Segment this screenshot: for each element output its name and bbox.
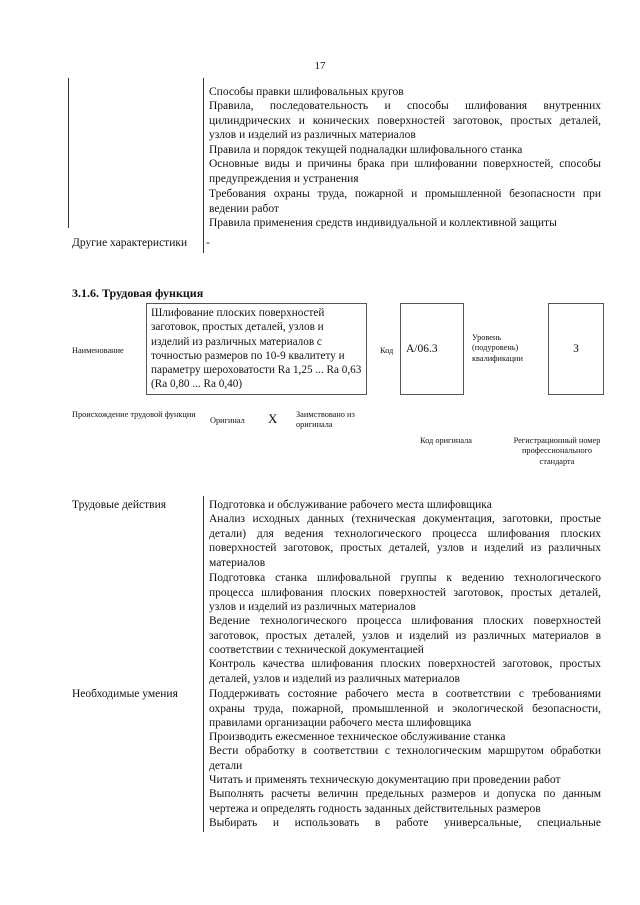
list-item: Ведение технологического процесса шлифования плоских поверхностей заготовок, простых деталей, узлов и изделий из различных материалов в соответствии с технической документацией <box>209 615 601 657</box>
code-label: Код <box>380 346 394 355</box>
level-label: Уровень (подуровень) квалификации <box>472 333 523 363</box>
code-value: А/06.3 <box>406 343 438 355</box>
other-characteristics-label: Другие характеристики <box>72 237 188 249</box>
list-item: Читать и применять техническую документацию при проведении работ <box>209 774 561 786</box>
list-item: Способы правки шлифовальных кругов <box>209 86 404 98</box>
page-number: 17 <box>314 60 326 72</box>
level-value: 3 <box>573 343 579 355</box>
list-item: Производить ежесменное техническое обслуживание станка <box>209 731 506 743</box>
skills-label: Необходимые умения <box>72 688 178 700</box>
list-item: Поддерживать состояние рабочего места в соответствии с требованиями охраны труда, пожарной, промышленной и экологической безопасности, правилами организации рабочего места шлифовщика <box>209 688 601 730</box>
original-label: Оригинал <box>210 416 245 425</box>
list-item: Выполнять расчеты величин предельных размеров и допуска по данным чертежа и определять годность заданных действительных размеров <box>209 788 601 815</box>
list-item: Основные виды и причины брака при шлифовании поверхностей, способы предупреждения и устранения <box>209 158 601 185</box>
other-characteristics-value: - <box>206 237 210 249</box>
code-original-label: Код оригинала <box>420 436 472 445</box>
table-left-border <box>68 78 69 228</box>
list-item: Анализ исходных данных (техническая документация, заготовки, простые детали) для ведения технологического процесса шлифования плоских поверхностей заготовок, простых деталей, узлов и изделий из различных материалов <box>209 513 601 569</box>
table-column-divider <box>203 78 204 253</box>
labor-actions-label: Трудовые действия <box>72 499 167 511</box>
origin-label: Происхождение трудовой функции <box>72 410 196 419</box>
list-item: Правила и порядок текущей подналадки шлифовального станка <box>209 144 523 156</box>
list-item: Требования охраны труда, пожарной и промышленной безопасности при ведении работ <box>209 188 601 215</box>
original-mark: X <box>268 411 278 426</box>
lower-column-divider <box>203 496 204 832</box>
list-item: Контроль качества шлифования плоских поверхностей заготовок, простых деталей, узлов и изделий из различных материалов <box>209 658 601 685</box>
list-item: Подготовка и обслуживание рабочего места шлифовщика <box>209 499 492 511</box>
list-item: Выбирать и использовать в работе универсальные, специальные <box>209 817 601 829</box>
function-name: Шлифование плоских поверхностей заготовок, простых деталей, узлов и изделий из различных материалов с точностью размеров по 10-9 квалитету и параметру шероховатости Ra 1,25 ... Ra 0,63 (Ra 0,80 ... Ra 0,40) <box>151 307 362 391</box>
list-item: Правила, последовательность и способы шлифования внутренних цилиндрических и конических поверхностей заготовок, простых деталей, узлов и изделий из различных материалов <box>209 100 601 142</box>
list-item: Вести обработку в соответствии с технологическим маршрутом обработки детали <box>209 745 601 772</box>
borrowed-label: Заимствовано из оригинала <box>296 410 355 430</box>
name-label: Наименование <box>72 346 124 355</box>
list-item: Правила применения средств индивидуальной и коллективной защиты <box>209 217 557 229</box>
section-title: 3.1.6. Трудовая функция <box>72 286 204 300</box>
list-item: Подготовка станка шлифовальной группы к ведению технологического процесса шлифования плоских поверхностей заготовок, простых деталей, узлов и изделий из различных материалов <box>209 572 601 614</box>
reg-number-label: Регистрационный номер профессионального стандарта <box>513 436 601 466</box>
